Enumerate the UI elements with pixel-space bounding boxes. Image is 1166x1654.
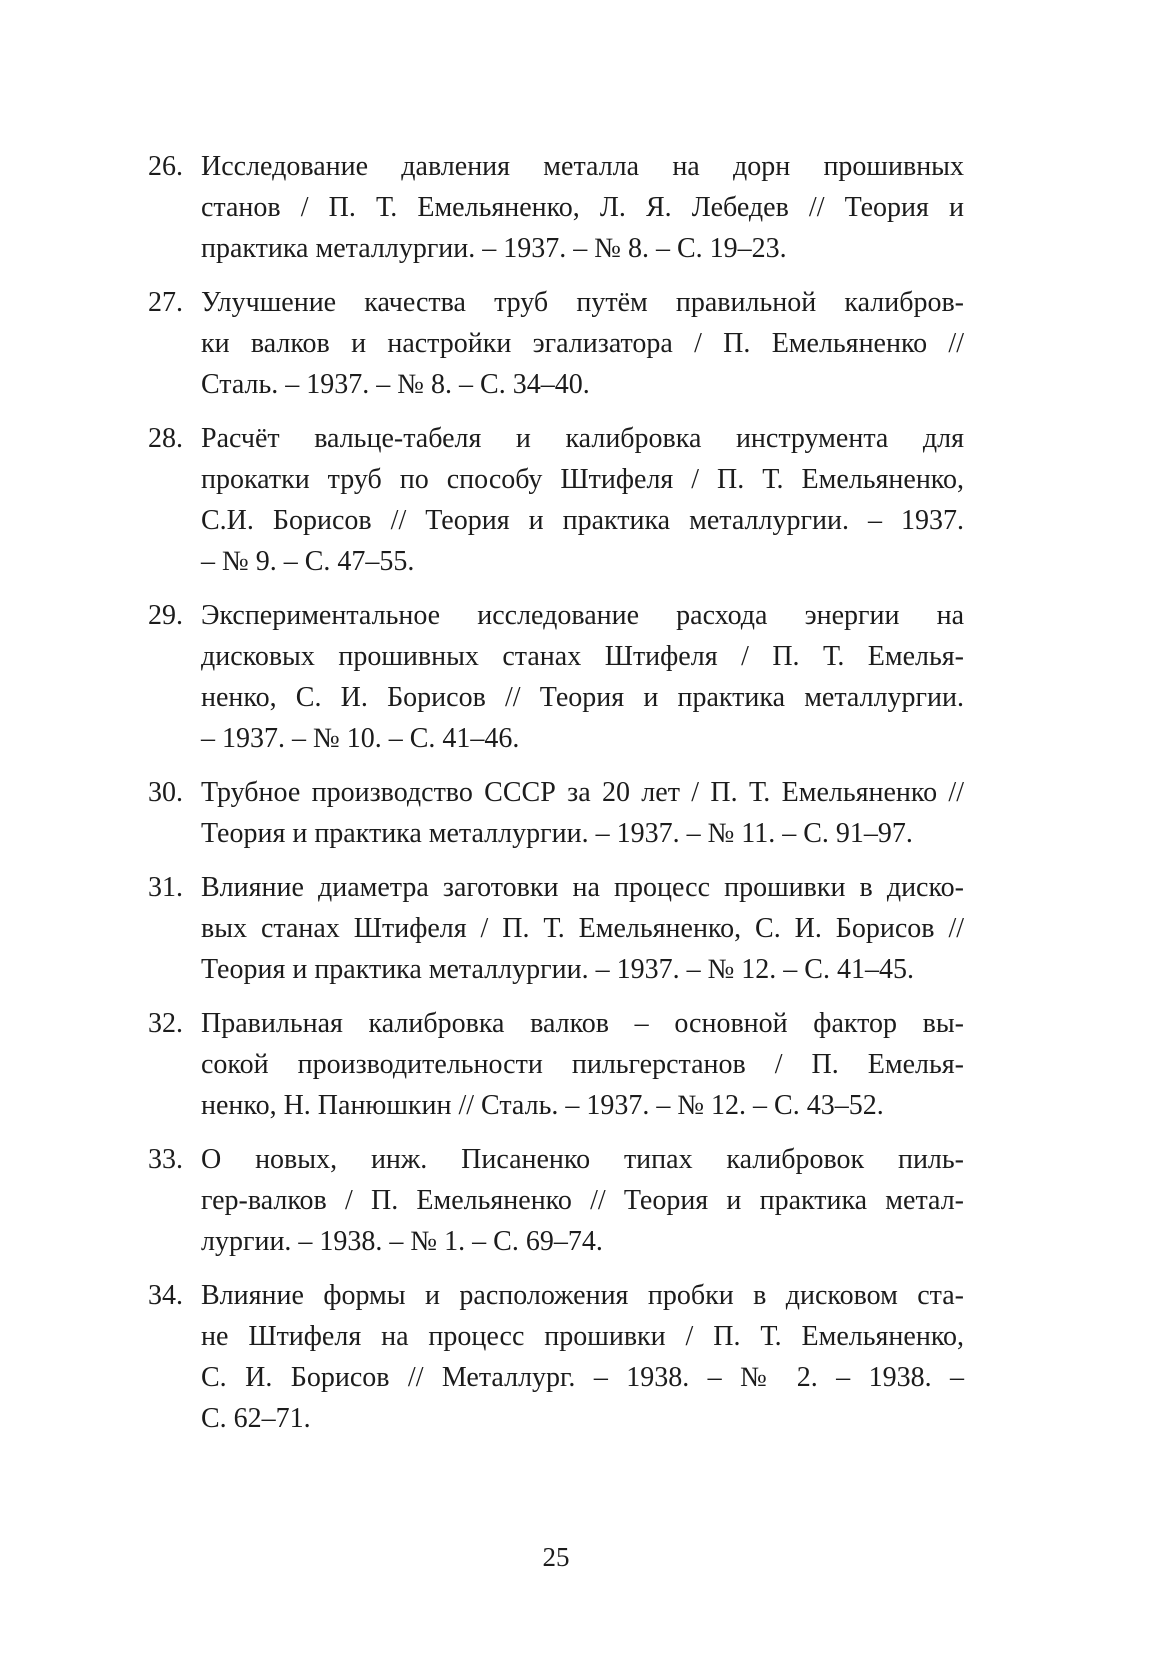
bibliography-entry	[148, 418, 964, 582]
entry-line: С. И. Борисов // Металлург. – 1938. – № 2. – 1938. –	[201, 1362, 964, 1393]
entry-number: 30.	[148, 777, 183, 808]
entry-text	[201, 867, 964, 990]
entry-number: 26.	[148, 151, 183, 182]
entry-line: сокой производительности пильгерстанов / П. Емелья-	[201, 1049, 964, 1080]
entry-line: Трубное производство СССР за 20 лет / П. Т. Емельяненко //	[201, 777, 964, 808]
entry-text	[201, 1275, 964, 1439]
entry-number: 27.	[148, 287, 183, 318]
entry-line: Теория и практика металлургии. – 1937. – № 11. – С. 91–97.	[201, 818, 913, 849]
entry-number: 29.	[148, 600, 183, 631]
bibliography-entry	[148, 282, 964, 405]
entry-line: С. 62–71.	[201, 1403, 311, 1434]
bibliography-entry	[148, 1275, 964, 1439]
entry-line: вых станах Штифеля / П. Т. Емельяненко, С. И. Борисов //	[201, 913, 964, 944]
entry-line: лургии. – 1938. – № 1. – С. 69–74.	[201, 1226, 603, 1257]
entry-line: практика металлургии. – 1937. – № 8. – С. 19–23.	[201, 233, 787, 264]
bibliography-entry	[148, 146, 964, 269]
bibliography-list	[148, 146, 964, 1452]
entry-number: 34.	[148, 1280, 183, 1311]
entry-line: Правильная калибровка валков – основной фактор вы-	[201, 1008, 964, 1039]
page-number: 25	[542, 1542, 570, 1572]
entry-text	[201, 1139, 964, 1262]
entry-number: 28.	[148, 423, 183, 454]
entry-text	[201, 418, 964, 582]
entry-number: 32.	[148, 1008, 183, 1039]
entry-line: ки валков и настройки эгализатора / П. Емельяненко //	[201, 328, 964, 359]
entry-text	[201, 772, 964, 854]
entry-line: станов / П. Т. Емельяненко, Л. Я. Лебедев // Теория и	[201, 192, 964, 223]
entry-line: – 1937. – № 10. – С. 41–46.	[201, 723, 520, 754]
entry-text	[201, 1003, 964, 1126]
bibliography-entry	[148, 1139, 964, 1262]
entry-line: прокатки труб по способу Штифеля / П. Т. Емельяненко,	[201, 464, 964, 495]
entry-line: Исследование давления металла на дорн прошивных	[201, 151, 964, 182]
bibliography-entry	[148, 1003, 964, 1126]
entry-text	[201, 595, 964, 759]
entry-line: Улучшение качества труб путём правильной калибров-	[201, 287, 964, 318]
entry-number: 31.	[148, 872, 183, 903]
bibliography-entry	[148, 772, 964, 854]
entry-text	[201, 146, 964, 269]
entry-line: Расчёт вальце-табеля и калибровка инструмента для	[201, 423, 964, 454]
entry-line: не Штифеля на процесс прошивки / П. Т. Емельяненко,	[201, 1321, 964, 1352]
entry-text	[201, 282, 964, 405]
bibliography-entry	[148, 867, 964, 990]
bibliography-entry	[148, 595, 964, 759]
entry-line: Теория и практика металлургии. – 1937. – № 12. – С. 41–45.	[201, 954, 914, 985]
entry-line: Экспериментальное исследование расхода энергии на	[201, 600, 964, 631]
entry-line: О новых, инж. Писаненко типах калибровок пиль-	[201, 1144, 964, 1175]
entry-line: – № 9. – С. 47–55.	[201, 546, 415, 577]
entry-line: ненко, С. И. Борисов // Теория и практика металлургии.	[201, 682, 964, 713]
entry-line: С.И. Борисов // Теория и практика металлургии. – 1937.	[201, 505, 964, 536]
entry-line: гер-валков / П. Емельяненко // Теория и практика метал-	[201, 1185, 964, 1216]
entry-line: Влияние формы и расположения пробки в дисковом ста-	[201, 1280, 964, 1311]
entry-line: ненко, Н. Панюшкин // Сталь. – 1937. – № 12. – С. 43–52.	[201, 1090, 884, 1121]
entry-line: дисковых прошивных станах Штифеля / П. Т. Емелья-	[201, 641, 964, 672]
entry-number: 33.	[148, 1144, 183, 1175]
entry-line: Сталь. – 1937. – № 8. – С. 34–40.	[201, 369, 590, 400]
entry-line: Влияние диаметра заготовки на процесс прошивки в диско-	[201, 872, 964, 903]
